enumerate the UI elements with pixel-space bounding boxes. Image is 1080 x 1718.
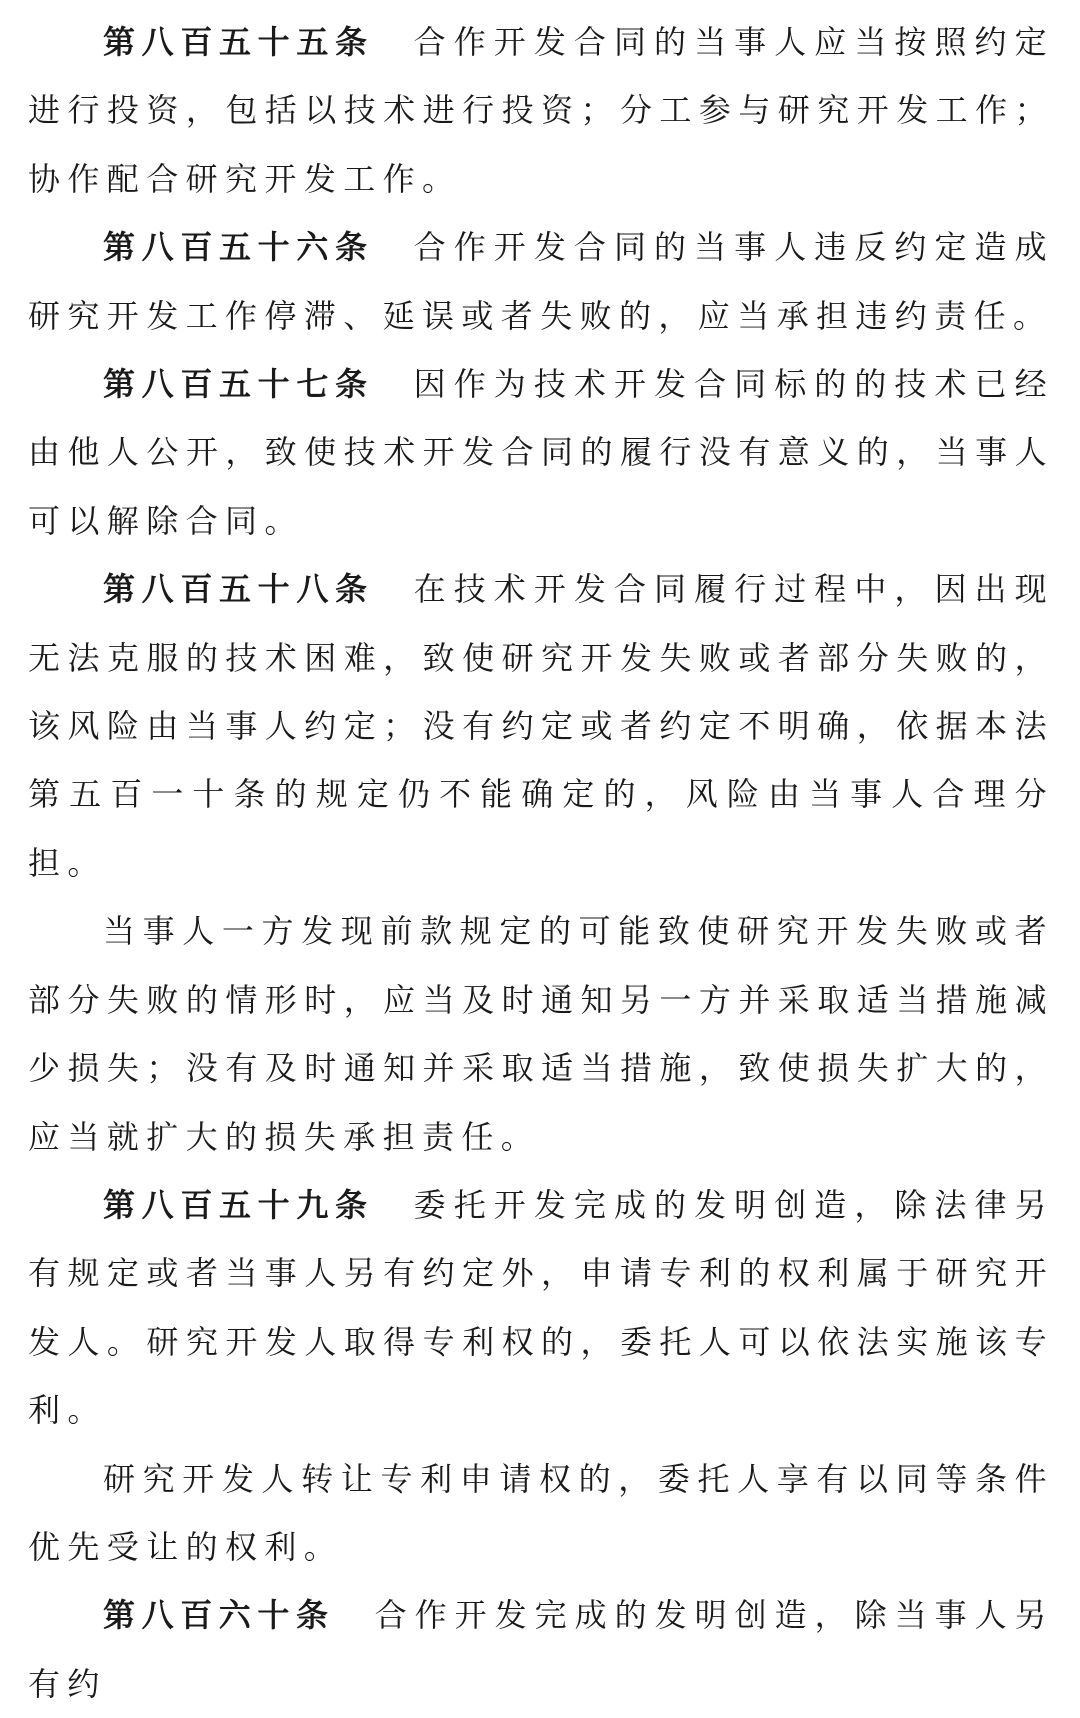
article-859-paragraph-2 (28, 1445, 1054, 1582)
article-text: 合作开发完成的发明创造，除当事人另有约 (28, 1596, 1054, 1703)
article-text: 在技术开发合同履行过程中，因出现无法克服的技术困难，致使研究开发失败或者部分失败的，该风险由当事人约定；没有约定或者约定不明确，依据本法第五百一十条的规定仍不能确定的，风险由当事人合理分担。 (28, 570, 1054, 882)
paragraph-text: 研究开发人转让专利申请权的，委托人享有以同等条件优先受让的权利。 (28, 1459, 1054, 1566)
article-858-paragraph-2 (28, 897, 1054, 1171)
article-857 (28, 350, 1054, 555)
article-number: 第八百五十八条 (103, 570, 374, 609)
article-text: 合作开发合同的当事人违反约定造成研究开发工作停滞、延误或者失败的，应当承担违约责任。 (28, 228, 1054, 335)
article-856 (28, 213, 1054, 350)
article-855 (28, 8, 1054, 213)
article-number: 第八百五十五条 (103, 23, 374, 61)
article-859 (28, 1171, 1054, 1445)
article-text: 合作开发合同的当事人应当按照约定进行投资，包括以技术进行投资；分工参与研究开发工作；协作配合研究开发工作。 (28, 23, 1054, 198)
article-858 (28, 555, 1054, 897)
article-text: 因作为技术开发合同标的的技术已经由他人公开，致使技术开发合同的履行没有意义的，当事人可以解除合同。 (28, 365, 1054, 540)
article-number: 第八百六十条 (103, 1596, 335, 1635)
paragraph-text: 当事人一方发现前款规定的可能致使研究开发失败或者部分失败的情形时，应当及时通知另一方并采取适当措施减少损失；没有及时通知并采取适当措施，致使损失扩大的，应当就扩大的损失承担责任。 (28, 912, 1054, 1156)
article-number: 第八百五十六条 (103, 228, 374, 267)
article-text: 委托开发完成的发明创造，除法律另有规定或者当事人另有约定外，申请专利的权利属于研究开发人。研究开发人取得专利权的，委托人可以依法实施该专利。 (28, 1185, 1054, 1430)
article-number: 第八百五十九条 (103, 1185, 374, 1224)
article-number: 第八百五十七条 (103, 365, 374, 404)
law-document (28, 0, 1054, 1718)
article-860 (28, 1581, 1054, 1718)
